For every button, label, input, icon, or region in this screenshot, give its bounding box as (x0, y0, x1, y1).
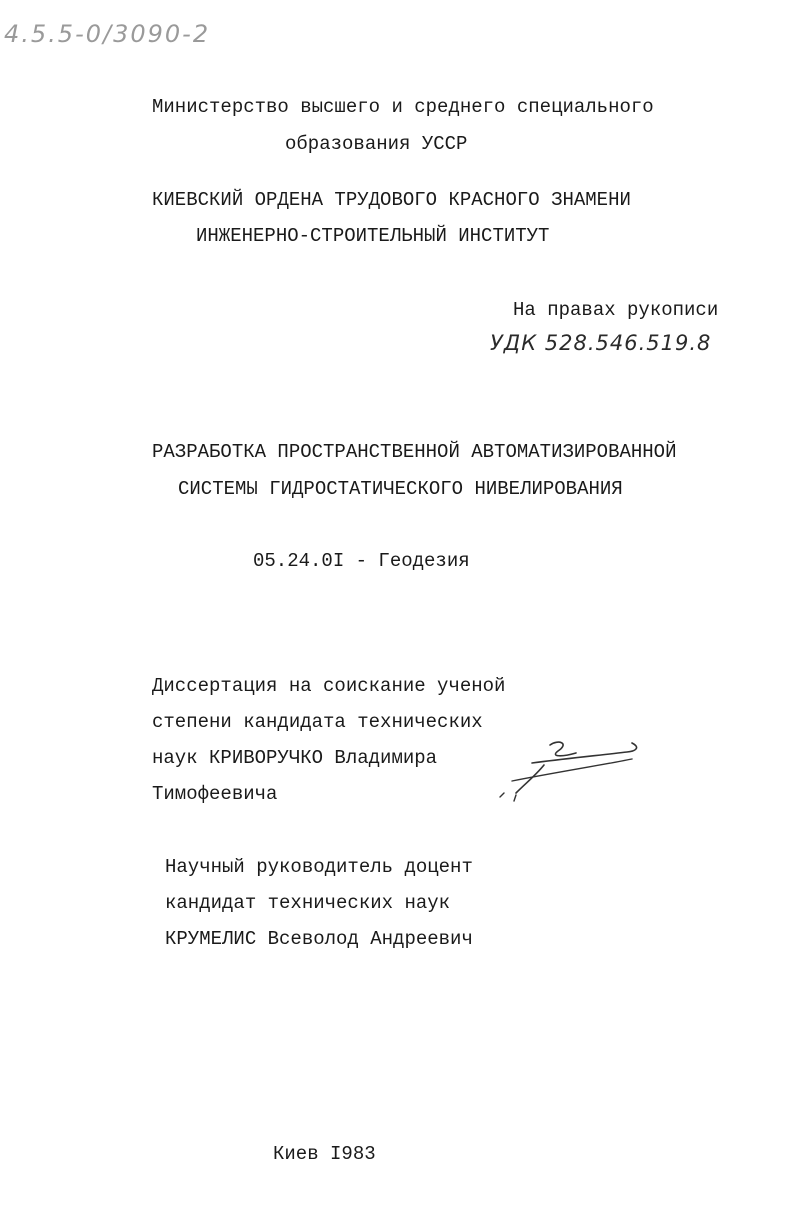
udk-code: УДК 528.546.519.8 (490, 331, 712, 355)
title-line-1: РАЗРАБОТКА ПРОСТРАНСТВЕННОЙ АВТОМАТИЗИРОВАННОЙ (152, 441, 677, 463)
dissertation-line-1: Диссертация на соискание ученой (152, 675, 506, 697)
archive-stamp: 4.5.5-0/3090-2 (4, 20, 211, 48)
rights-label: На правах рукописи (513, 299, 719, 321)
supervisor-line-2: кандидат технических наук (165, 892, 451, 914)
dissertation-line-2: степени кандидата технических (152, 711, 483, 733)
ministry-line-2: образования УССР (285, 133, 468, 155)
title-line-2: СИСТЕМЫ ГИДРОСТАТИЧЕСКОГО НИВЕЛИРОВАНИЯ (178, 478, 623, 500)
dissertation-line-4: Тимофеевича (152, 783, 278, 805)
author-signature (492, 735, 652, 815)
ministry-line-1: Министерство высшего и среднего специального (152, 96, 654, 118)
institute-line-1: КИЕВСКИЙ ОРДЕНА ТРУДОВОГО КРАСНОГО ЗНАМЕНИ (152, 189, 631, 211)
city-year: Киев I983 (273, 1143, 376, 1165)
supervisor-line-3: КРУМЕЛИС Всеволод Андреевич (165, 928, 473, 950)
dissertation-line-3: наук КРИВОРУЧКО Владимира (152, 747, 438, 769)
institute-line-2: ИНЖЕНЕРНО-СТРОИТЕЛЬНЫЙ ИНСТИТУТ (196, 225, 550, 247)
specialty-code: 05.24.0I - Геодезия (253, 550, 470, 572)
supervisor-line-1: Научный руководитель доцент (165, 856, 473, 878)
